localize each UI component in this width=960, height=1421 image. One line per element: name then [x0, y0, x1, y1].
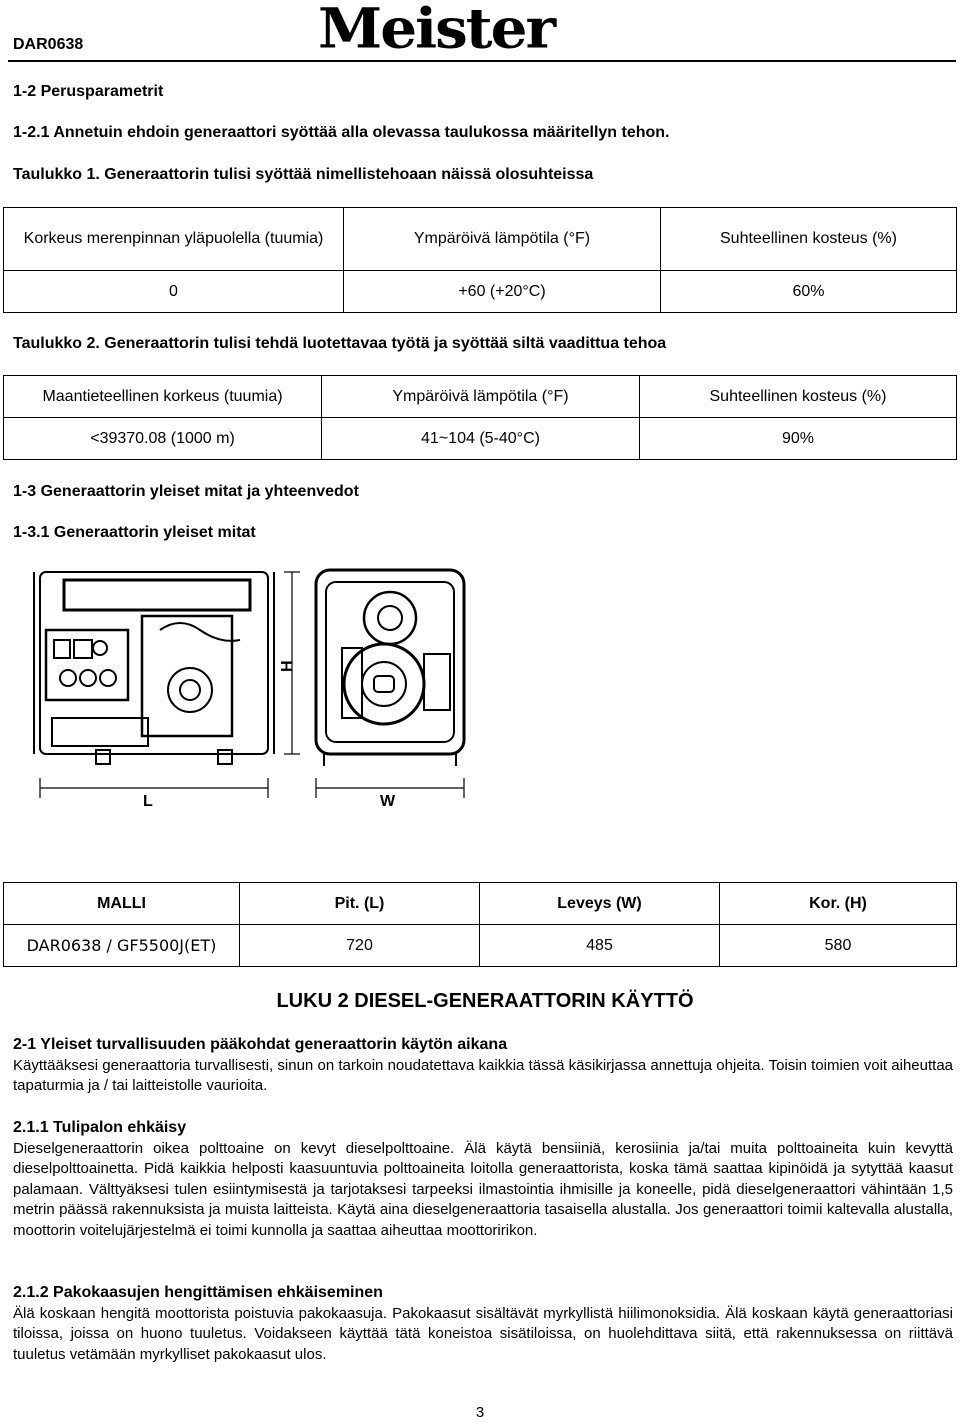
table-cell: +60 (+20°C) — [344, 271, 661, 313]
subsection-1-2-1: 1-2.1 Annetuin ehdoin generaattori syöttää alla olevassa taulukossa määritellyn tehon. — [13, 124, 670, 141]
section-2-1-text: Käyttääksesi generaattoria turvallisesti, sinun on tarkoin noudatettava kaikkia tässä käsikirjassa annettuja ohjeita. Toisin toimien voit aiheuttaa tapaturmia ja / tai laitteistolle vaurioita. — [13, 1056, 953, 1095]
table1-caption: Taulukko 1. Generaattorin tulisi syöttää nimellistehoaan näissä olosuhteissa — [13, 166, 594, 183]
table-cell: 720 — [240, 925, 480, 967]
table-header-cell: Ympäröivä lämpötila (°F) — [344, 208, 661, 271]
table-header-cell: Leveys (W) — [480, 883, 720, 925]
side-view-frame — [40, 572, 268, 754]
label-width: W — [380, 793, 396, 810]
table-2 — [3, 375, 957, 460]
label-height: H — [279, 660, 296, 672]
page-header — [0, 0, 960, 62]
table-cell: 60% — [661, 271, 957, 313]
table-cell: <39370.08 (1000 m) — [4, 418, 322, 460]
table-cell: 0 — [4, 271, 344, 313]
subsection-1-3-1: 1-3.1 Generaattorin yleiset mitat — [13, 524, 256, 541]
table-header-cell: Kor. (H) — [720, 883, 957, 925]
chapter-title: LUKU 2 DIESEL-GENERAATTORIN KÄYTTÖ — [276, 990, 694, 1012]
table-header-cell: Korkeus merenpinnan yläpuolella (tuumia) — [4, 208, 344, 271]
document-code: DAR0638 — [13, 36, 84, 53]
table-header-cell: Maantieteellinen korkeus (tuumia) — [4, 376, 322, 418]
table-1 — [3, 207, 957, 313]
table-header-cell: Suhteellinen kosteus (%) — [661, 208, 957, 271]
table-header-row — [4, 883, 957, 925]
table-header-cell: MALLI — [4, 883, 240, 925]
section-title-1-2: 1-2 Perusparametrit — [13, 83, 164, 100]
header-divider — [8, 60, 956, 62]
table-header-row — [4, 376, 957, 418]
table-header-cell: Pit. (L) — [240, 883, 480, 925]
page-number: 3 — [475, 1404, 485, 1421]
section-2-1-1-title: 2.1.1 Tulipalon ehkäisy — [13, 1119, 187, 1136]
table-row — [4, 271, 957, 313]
section-title-1-3: 1-3 Generaattorin yleiset mitat ja yhteenvedot — [13, 483, 359, 500]
section-2-1-2-title: 2.1.2 Pakokaasujen hengittämisen ehkäiseminen — [13, 1284, 383, 1301]
section-2-1-1-text: Dieselgeneraattorin oikea polttoaine on kevyt dieselpolttoaine. Älä käytä bensiiniä, kerosiinia ja/tai muita polttoaineita kuin kevyttä dieselpolttoainetta. Pidä kaikkia helposti kaasuuntuvia polttoaineita loitolla generaattorista, koska tämä saattaa kipinöidä ja sytyttää kaasut palamaan. Välttyäksesi tulen esiintymisestä ja tarjotaksesi tarpeeksi ilmastointia ihmisille ja koneelle, pidä dieselgeneraattori vähintään 1,5 metrin päässä rakennuksista ja muista laitteista. Käytä aina dieselgeneraattoria tasaisella alustalla. Jos generaattori toimii kaltevalla alustalla, moottorin voitelujärjestelmä ei toimi kunnolla ja saattaa aiheuttaa moottoririkon. — [13, 1139, 953, 1239]
section-2-1-2-text: Älä koskaan hengitä moottorista poistuvia pakokaasuja. Pakokaasut sisältävät myrkyllistä hiilimonoksidia. Älä koskaan käytä generaattoriasi tiloissa, joissa on huono tuuletus. Voidakseen käyttää tätä koneistoa sisätiloissa, on huolehdittava siitä, että rakennuksessa on riittävä tuuletus vetämään myrkylliset pakokaasut ulos. — [13, 1304, 953, 1363]
table2-caption: Taulukko 2. Generaattorin tulisi tehdä luotettavaa työtä ja syöttää siltä vaadittua tehoa — [13, 335, 667, 352]
table-cell: 485 — [480, 925, 720, 967]
section-2-1-title: 2-1 Yleiset turvallisuuden pääkohdat generaattorin käytön aikana — [13, 1036, 508, 1053]
table-cell: 41~104 (5-40°C) — [322, 418, 640, 460]
dimensions-table — [3, 882, 957, 967]
table-cell: 90% — [640, 418, 957, 460]
section-2-1 — [13, 1035, 953, 1097]
table-header-cell: Ympäröivä lämpötila (°F) — [322, 376, 640, 418]
meister-logo: Meister — [318, 0, 555, 61]
fuel-cap — [364, 592, 416, 644]
section-2-1-2 — [13, 1283, 953, 1365]
table-header-cell: Suhteellinen kosteus (%) — [640, 376, 957, 418]
table-cell: 580 — [720, 925, 957, 967]
table-row — [4, 925, 957, 967]
generator-dimensions-drawing — [30, 560, 470, 820]
recoil-starter — [344, 644, 424, 724]
table-row — [4, 418, 957, 460]
label-length: L — [143, 793, 153, 810]
section-2-1-1 — [13, 1118, 953, 1242]
table-header-row — [4, 208, 957, 271]
engine-block — [142, 616, 232, 736]
table-cell: DAR0638 / GF5500J(ET) — [4, 925, 240, 967]
